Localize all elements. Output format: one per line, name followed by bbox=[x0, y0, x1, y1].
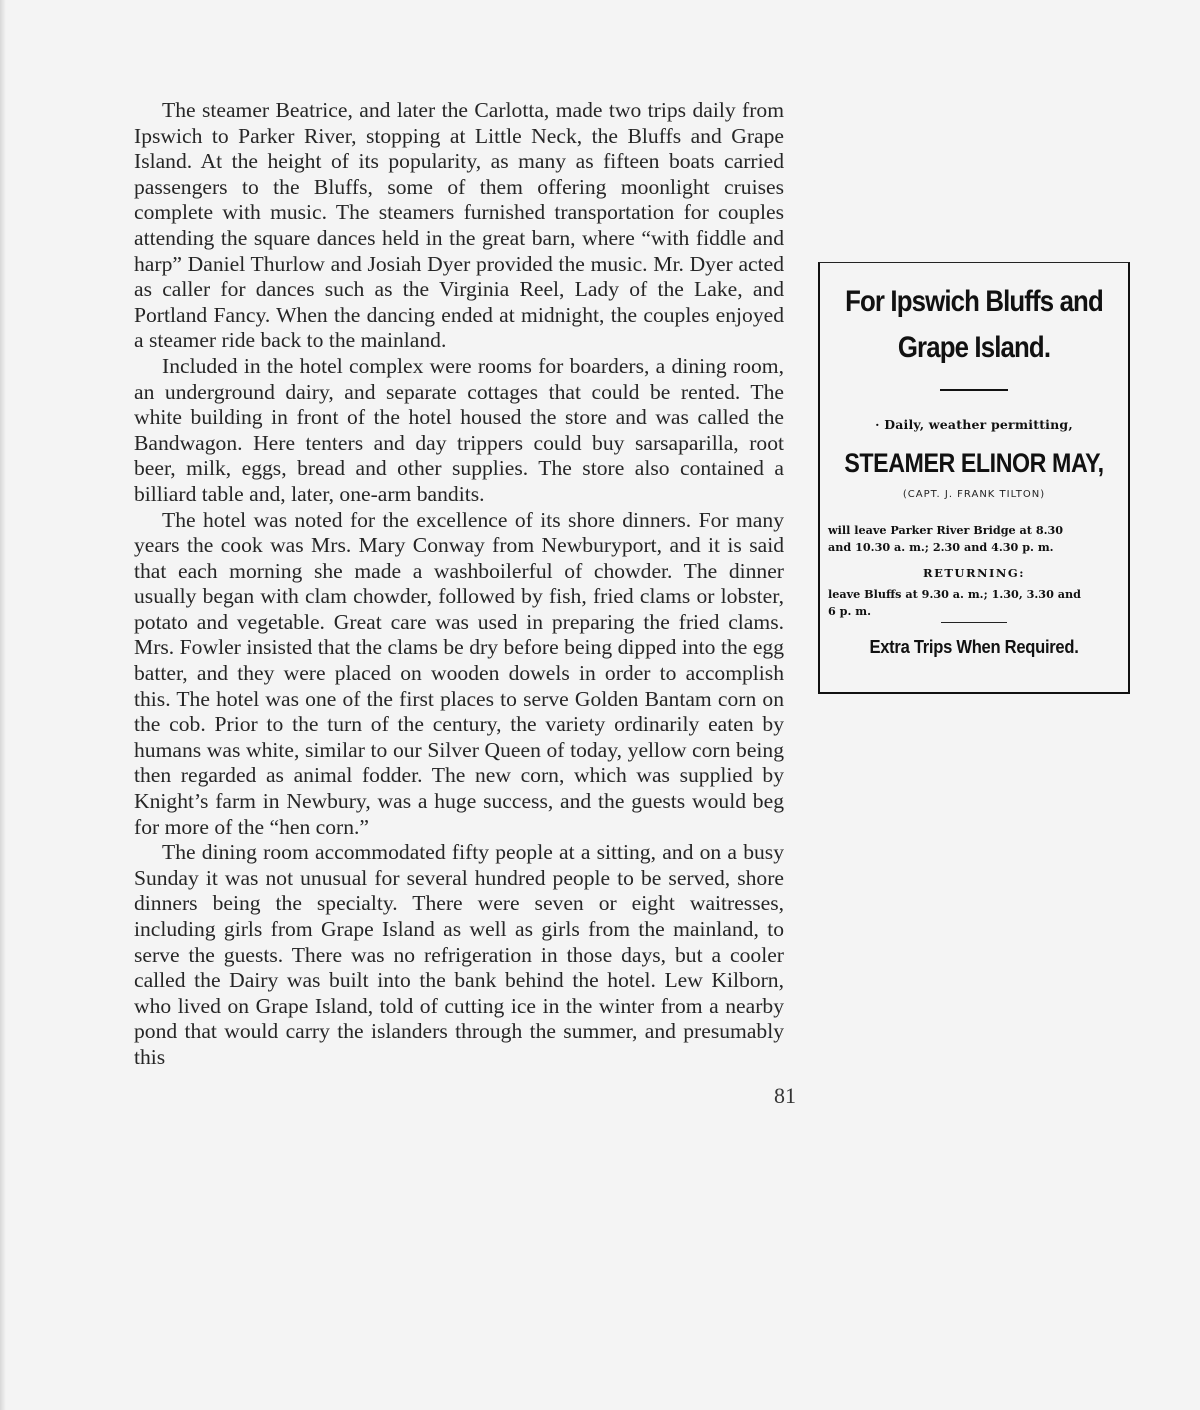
paragraph-2: Included in the hotel complex were rooms for boarders, a dining room, an underground dairy, and separate cottages that could be rented. The white building in front of the hotel housed the store and was called the Bandwagon. Here tenters and day trippers could buy sarsaparilla, root beer, milk, eggs, bread and other supplies. The store also contained a billiard table and, later, one-arm bandits. bbox=[134, 353, 784, 506]
ad-returning-heading: RETURNING: bbox=[923, 566, 1025, 580]
steamer-advertisement bbox=[818, 262, 1130, 694]
paragraph-1: The steamer Beatrice, and later the Carlotta, made two trips daily from Ipswich to Parker River, stopping at Little Neck, the Bluffs and Grape Island. At the height of its popularity, as many as fifteen boats carried passengers to the Bluffs, some of them offering moonlight cruises complete with music. The steamers furnished transportation for couples attending the square dances held in the great barn, where “with fiddle and harp” Daniel Thurlow and Josiah Dyer provided the music. Mr. Dyer acted as caller for dances such as the Virginia Reel, Lady of the Lake, and Portland Fancy. When the dancing ended at midnight, the couples enjoyed a steamer ride back to the mainland. bbox=[134, 98, 784, 353]
ad-daily: · Daily, weather permitting, bbox=[875, 417, 1073, 432]
ad-steamer-name: STEAMER ELINOR MAY, bbox=[844, 448, 1104, 478]
ad-title bbox=[842, 279, 1107, 371]
paragraph-3: The hotel was noted for the excellence of its shore dinners. For many years the cook was Mrs. Mary Conway from Newburyport, and it is said that each morning she made a washboilerful of chowder. The dinner usually began with clam chowder, followed by fish, fried clams or lobster, potato and vegetable. Great care was used in preparing the fried clams. Mrs. Fowler insisted that the clams be dry before being dipped into the egg batter, and they were placed on wooden dowels in order to accomplish this. The hotel was one of the first places to serve Golden Bantam corn on the cob. Prior to the turn of the century, the variety ordinarily eaten by humans was white, similar to our Silver Queen of today, yellow corn being then regarded as animal fodder. The new corn, which was supplied by Knight’s farm in Newbury, was a huge success, and the guests would beg for more of the “hen corn.” bbox=[134, 507, 784, 839]
ad-captain: (CAPT. J. FRANK TILTON) bbox=[902, 489, 1046, 500]
ad-schedule-line-2: and 10.30 a. m.; 2.30 and 4.30 p. m. bbox=[828, 540, 1054, 554]
body-text-column bbox=[134, 98, 784, 1071]
ad-small-divider bbox=[941, 622, 1007, 623]
ad-return-line-1: leave Bluffs at 9.30 a. m.; 1.30, 3.30 and bbox=[828, 587, 1081, 601]
ad-schedule-line-1: will leave Parker River Bridge at 8.30 bbox=[828, 523, 1064, 537]
page-edge bbox=[0, 0, 6, 1410]
ad-return-line-2: 6 p. m. bbox=[828, 604, 872, 618]
paragraph-4: The dining room accommodated fifty people at a sitting, and on a busy Sunday it was not unusual for several hundred people to be served, shore dinners being the specialty. There were seven or eight waitresses, including girls from Grape Island as well as girls from the mainland, to serve the guests. There was no refrigeration in those days, but a cooler called the Dairy was built into the bank behind the hotel. Lew Kilborn, who lived on Grape Island, told of cutting ice in the winter from a nearby pond that would carry the islanders through the summer, and presumably this bbox=[134, 840, 784, 1069]
ad-divider bbox=[940, 389, 1008, 391]
ad-departure-schedule bbox=[828, 522, 1122, 556]
ad-return-schedule bbox=[828, 586, 1122, 620]
ad-title-line-2: Grape Island. bbox=[897, 331, 1051, 364]
page-number: 81 bbox=[774, 1083, 796, 1108]
ad-extra-trips: Extra Trips When Required. bbox=[869, 637, 1079, 657]
ad-title-line-1: For Ipswich Bluffs and bbox=[845, 285, 1103, 318]
